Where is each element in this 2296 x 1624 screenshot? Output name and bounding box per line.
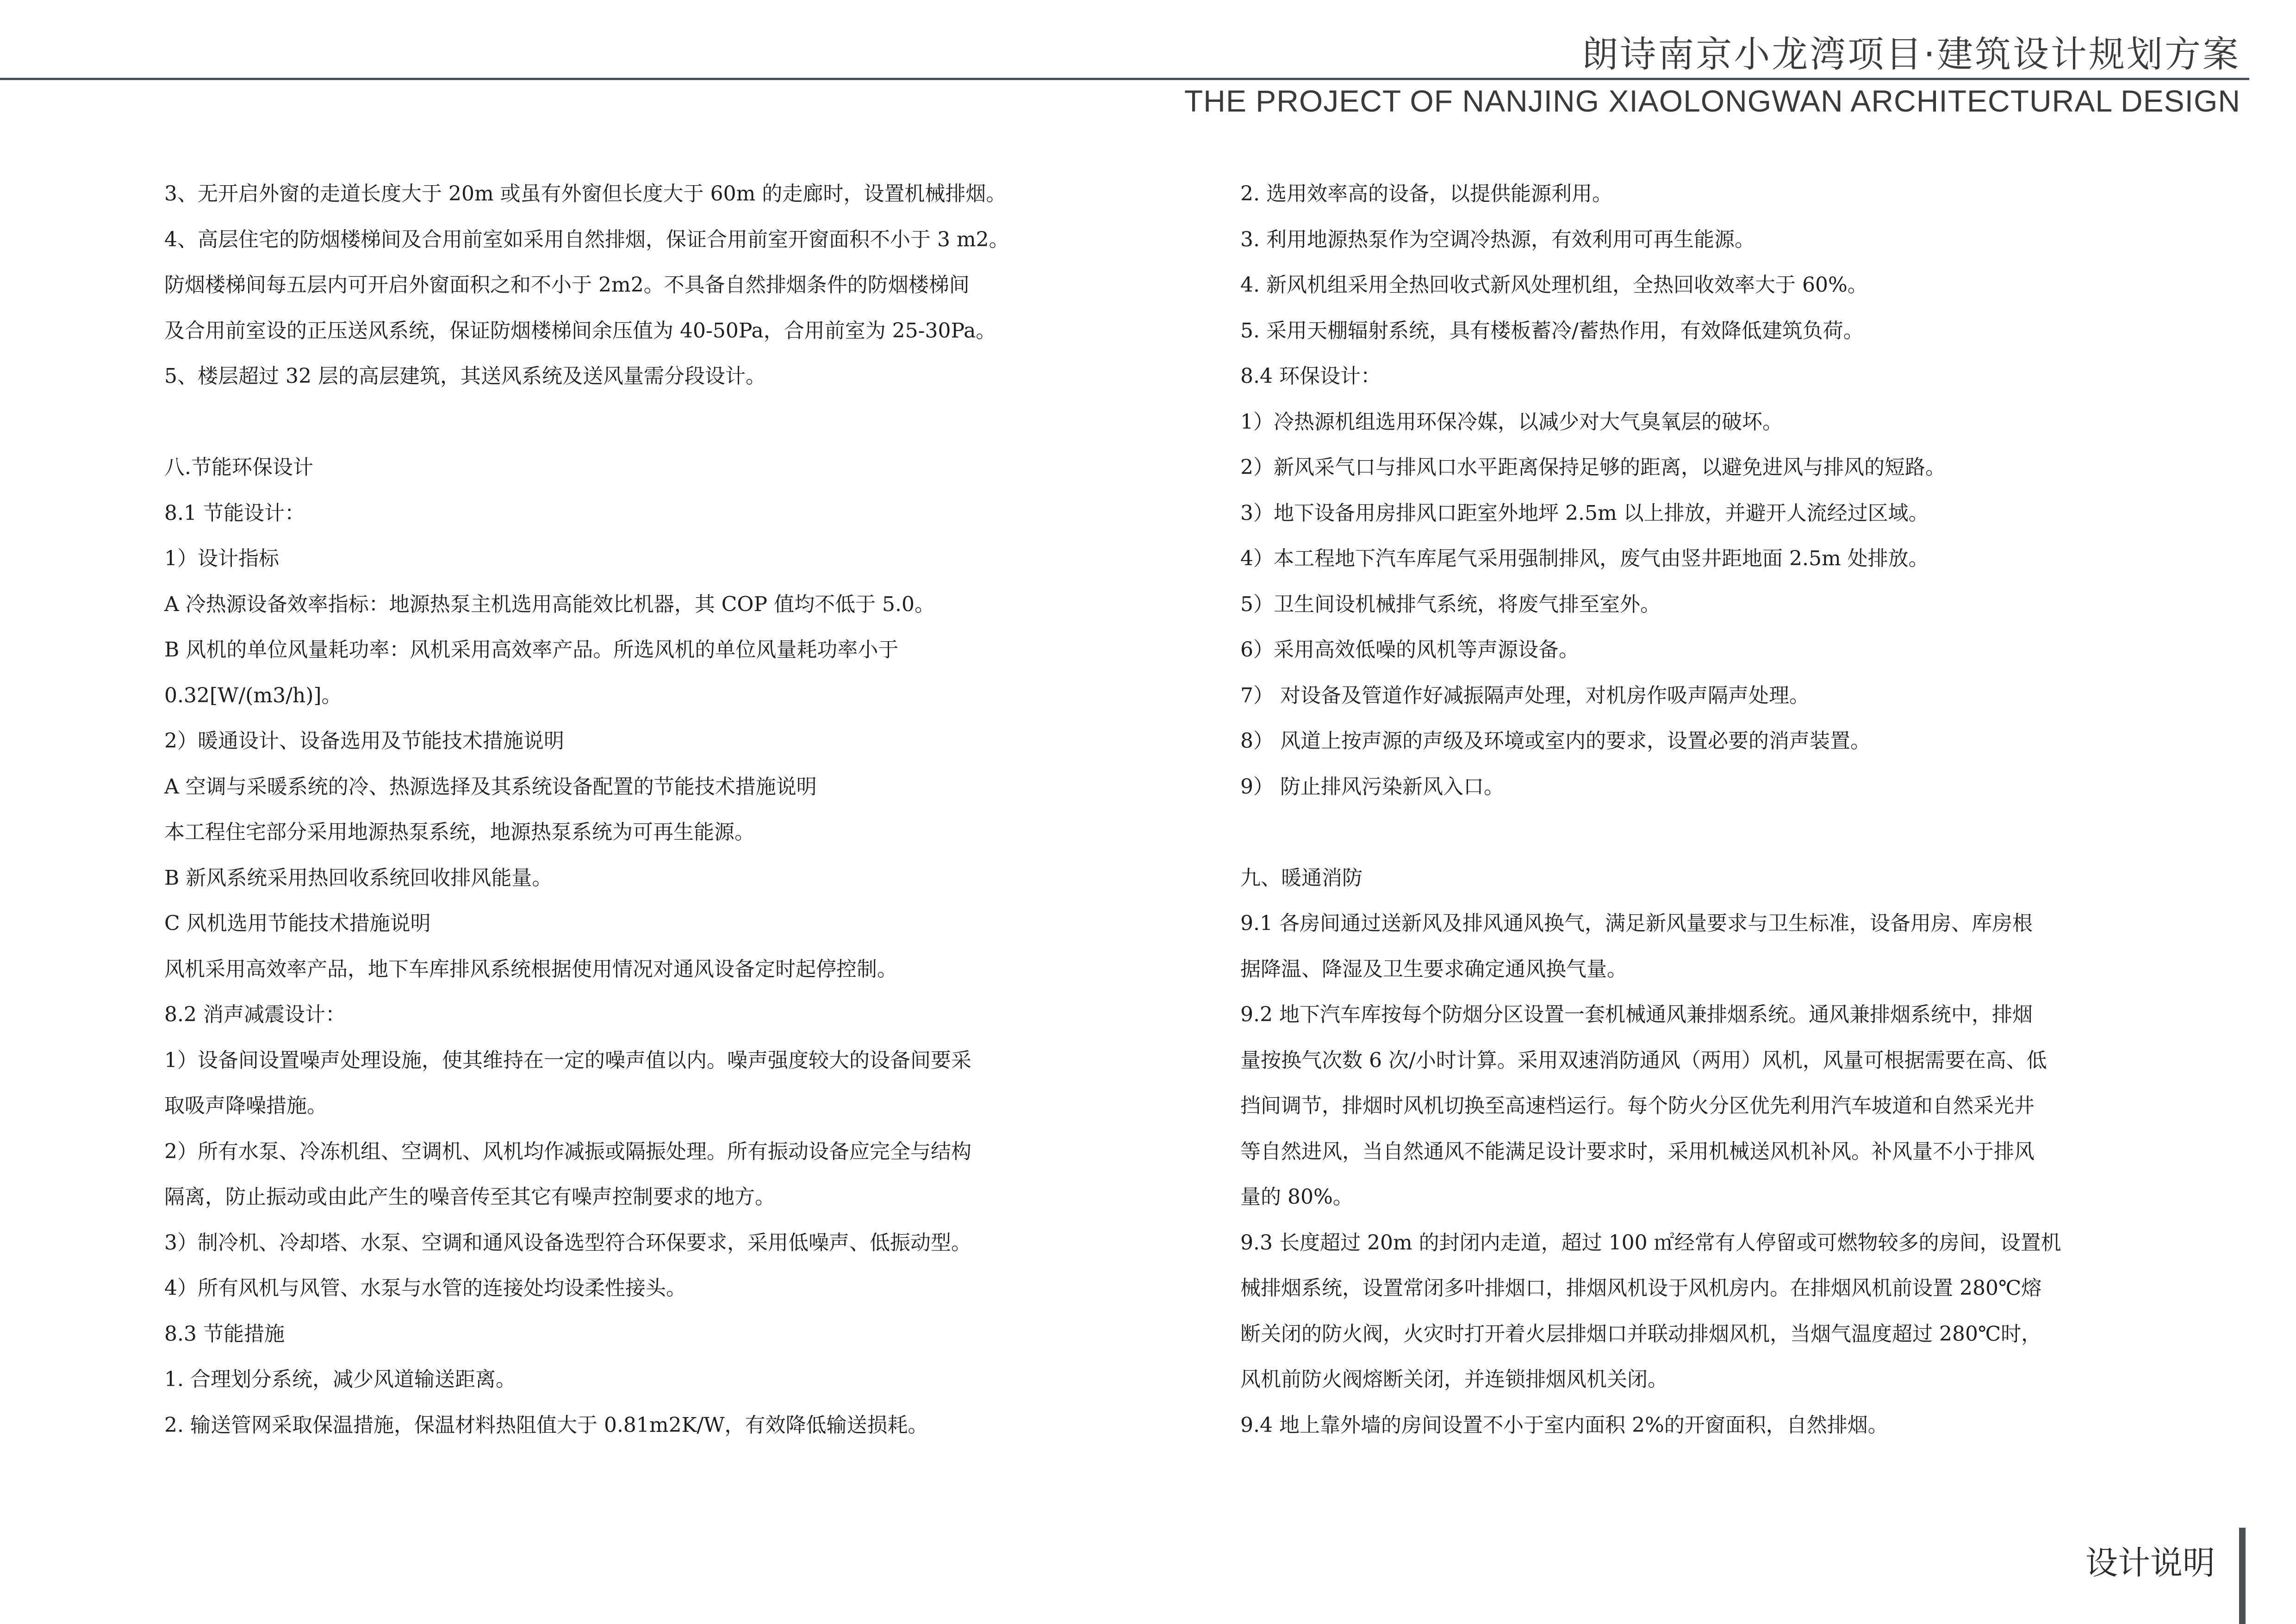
project-title: 朗诗南京小龙湾项目·建筑设计规划方案 — [1582, 34, 2240, 75]
text-line: 9.1 各房间通过送新风及排风通风换气，满足新风量要求与卫生标准，设备用房、库房根 — [1240, 912, 2033, 935]
text-line: 1. 合理划分系统，减少风道输送距离。 — [164, 1368, 516, 1391]
text-line: 7） 对设备及管道作好减振隔声处理，对机房作吸声隔声处理。 — [1240, 683, 1810, 707]
text-line: 5. 采用天棚辐射系统，具有楼板蓄冷/蓄热作用，有效降低建筑负荷。 — [1240, 319, 1864, 343]
text-line: 9） 防止排风污染新风入口。 — [1240, 775, 1504, 799]
text-line: 械排烟系统，设置常闭多叶排烟口，排烟风机设于风机房内。在排烟风机前设置 280℃熔 — [1240, 1276, 2042, 1300]
text-line: 3）地下设备用房排风口距室外地坪 2.5m 以上排放，并避开人流经过区域。 — [1240, 501, 1929, 525]
text-line: 取吸声降噪措施。 — [164, 1094, 327, 1118]
right-text-column — [1240, 171, 2166, 1448]
text-line: 1）冷热源机组选用环保冷媒，以减少对大气臭氧层的破坏。 — [1240, 410, 1783, 434]
text-line: 8） 风道上按声源的声级及环境或室内的要求，设置必要的消声装置。 — [1240, 729, 1871, 753]
paragraph-gap — [1240, 810, 2166, 856]
text-line: 2）所有水泵、冷冻机组、空调机、风机均作减振或隔振处理。所有振动设备应完全与结构 — [164, 1139, 971, 1163]
text-line: 八.节能环保设计 — [164, 456, 313, 479]
text-line: 2. 选用效率高的设备，以提供能源利用。 — [1240, 182, 1612, 206]
text-line: 断关闭的防火阀，火灾时打开着火层排烟口并联动排烟风机，当烟气温度超过 280℃时， — [1240, 1322, 2042, 1346]
text-line: 量的 80%。 — [1240, 1185, 1353, 1209]
text-line: 8.2 消声减震设计： — [164, 1003, 346, 1026]
section-label: 设计说明 — [2085, 1544, 2215, 1582]
text-line: 据降温、降湿及卫生要求确定通风换气量。 — [1240, 957, 1627, 981]
text-line: 风机前防火阀熔断关闭，并连锁排烟风机关闭。 — [1240, 1368, 1668, 1391]
text-line: B 新风系统采用热回收系统回收排风能量。 — [164, 866, 553, 890]
text-line: 隔离，防止振动或由此产生的噪音传至其它有噪声控制要求的地方。 — [164, 1185, 775, 1209]
text-line: 6）采用高效低噪的风机等声源设备。 — [1240, 638, 1579, 662]
text-line: 量按换气次数 6 次/小时计算。采用双速消防通风（两用）风机，风量可根据需要在高、低 — [1240, 1048, 2047, 1072]
text-line: 1）设备间设置噪声处理设施，使其维持在一定的噪声值以内。噪声强度较大的设备间要采 — [164, 1048, 971, 1072]
left-text-column — [164, 171, 1090, 1448]
text-line: 3. 利用地源热泵作为空调冷热源，有效利用可再生能源。 — [1240, 227, 1755, 251]
text-line: 防烟楼梯间每五层内可开启外窗面积之和不小于 2m2。不具备自然排烟条件的防烟楼梯间 — [164, 273, 970, 297]
text-line: 4）本工程地下汽车库尾气采用强制排风，废气由竖井距地面 2.5m 处排放。 — [1240, 547, 1929, 570]
project-subtitle: THE PROJECT OF NANJING XIAOLONGWAN ARCHITECTURAL DESIGN — [1184, 84, 2240, 118]
text-line: 8.4 环保设计： — [1240, 364, 1381, 388]
text-line: A 冷热源设备效率指标：地源热泵主机选用高能效比机器，其 COP 值均不低于 5.0。 — [164, 592, 935, 616]
text-line: 等自然进风，当自然通风不能满足设计要求时，采用机械送风机补风。补风量不小于排风 — [1240, 1139, 2035, 1163]
footer-accent-bar — [2239, 1528, 2246, 1624]
text-line: 8.3 节能措施 — [164, 1322, 285, 1346]
text-line: 9.3 长度超过 20m 的封闭内走道，超过 100 ㎡经常有人停留或可燃物较多的房间，设置机 — [1240, 1230, 2061, 1255]
text-line: C 风机选用节能技术措施说明 — [164, 912, 431, 935]
text-line: 及合用前室设的正压送风系统，保证防烟楼梯间余压值为 40-50Pa，合用前室为 25-30Pa。 — [164, 319, 996, 343]
text-line: 5、楼层超过 32 层的高层建筑，其送风系统及送风量需分段设计。 — [164, 364, 766, 388]
text-line: 9.2 地下汽车库按每个防烟分区设置一套机械通风兼排烟系统。通风兼排烟系统中，排烟 — [1240, 1003, 2033, 1026]
text-line: 8.1 节能设计： — [164, 501, 305, 525]
header-divider — [0, 78, 2249, 80]
text-line: 本工程住宅部分采用地源热泵系统，地源热泵系统为可再生能源。 — [164, 820, 755, 844]
text-line: 4. 新风机组采用全热回收式新风处理机组，全热回收效率大于 60%。 — [1240, 273, 1868, 297]
text-line: 2）新风采气口与排风口水平距离保持足够的距离，以避免进风与排风的短路。 — [1240, 456, 1946, 479]
text-line: 5）卫生间设机械排气系统，将废气排至室外。 — [1240, 592, 1661, 616]
text-line: 2. 输送管网采取保温措施，保温材料热阻值大于 0.81m2K/W，有效降低输送损耗。 — [164, 1413, 928, 1437]
text-line: 3）制冷机、冷却塔、水泵、空调和通风设备选型符合环保要求，采用低噪声、低振动型。 — [164, 1230, 971, 1255]
text-line: 4、高层住宅的防烟楼梯间及合用前室如采用自然排烟，保证合用前室开窗面积不小于 3 m2。 — [164, 227, 1009, 251]
text-line: B 风机的单位风量耗功率：风机采用高效率产品。所选风机的单位风量耗功率小于 — [164, 638, 899, 662]
text-line: 0.32[W/(m3/h)]。 — [164, 683, 342, 707]
text-line: 4）所有风机与风管、水泵与水管的连接处均设柔性接头。 — [164, 1276, 686, 1300]
paragraph-gap — [164, 400, 1090, 445]
text-line: A 空调与采暖系统的冷、热源选择及其系统设备配置的节能技术措施说明 — [164, 775, 817, 799]
text-line: 9.4 地上靠外墙的房间设置不小于室内面积 2%的开窗面积，自然排烟。 — [1240, 1413, 1888, 1437]
text-line: 1）设计指标 — [164, 547, 279, 570]
text-line: 挡间调节，排烟时风机切换至高速档运行。每个防火分区优先利用汽车坡道和自然采光井 — [1240, 1094, 2035, 1118]
text-line: 2）暖通设计、设备选用及节能技术措施说明 — [164, 729, 564, 753]
text-line: 九、暖通消防 — [1240, 866, 1363, 890]
text-line: 3、无开启外窗的走道长度大于 20m 或虽有外窗但长度大于 60m 的走廊时，设置机械排烟。 — [164, 182, 1007, 206]
text-line: 风机采用高效率产品，地下车库排风系统根据使用情况对通风设备定时起停控制。 — [164, 957, 897, 981]
